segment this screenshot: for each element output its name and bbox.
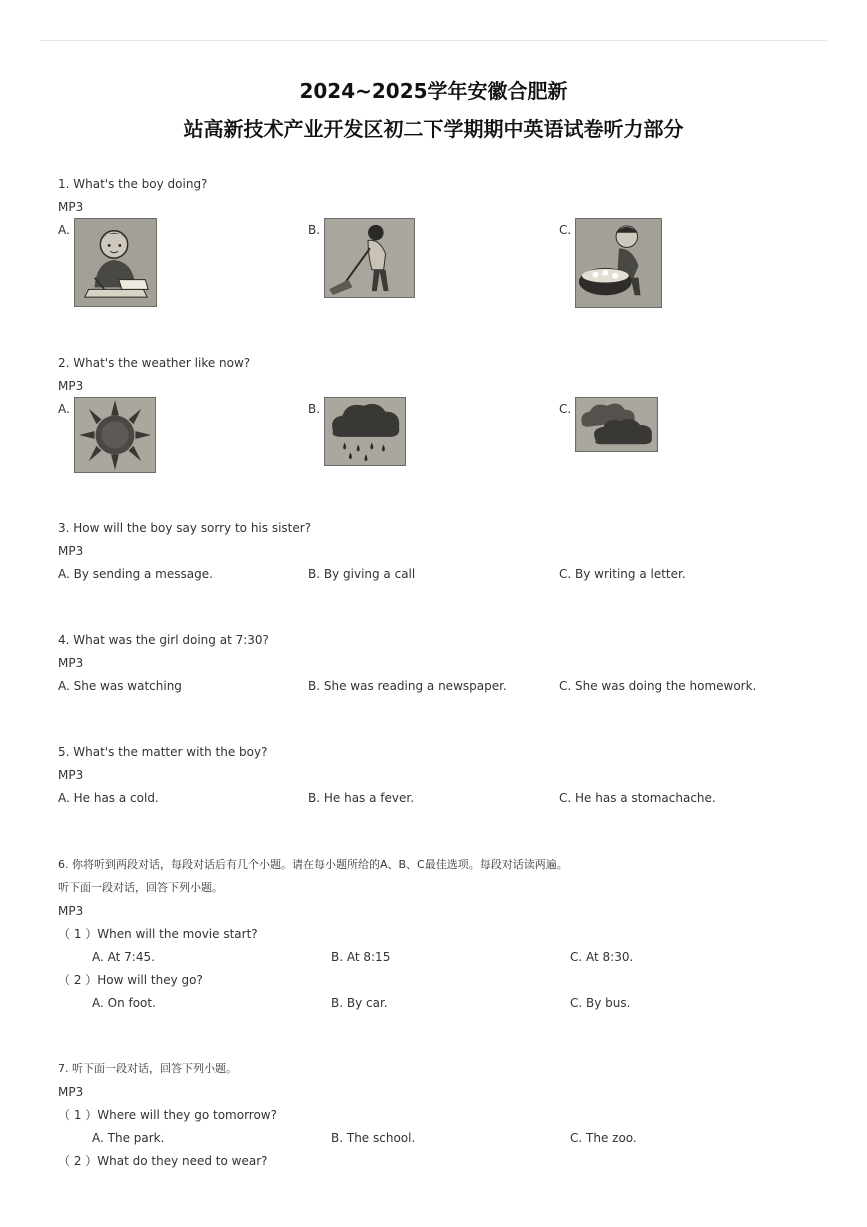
question-3-text: 3. How will the boy say sorry to his sister? — [58, 521, 312, 535]
question-6-sub-1-option-b: B. At 8:15 — [331, 950, 391, 964]
question-6-sub-1-option-c: C. At 8:30. — [570, 950, 634, 964]
question-7-instruction: 7. 听下面一段对话，回答下列小题。 — [58, 1062, 237, 1075]
question-6-sub-instruction: 听下面一段对话，回答下列小题。 — [58, 881, 223, 894]
question-1-text: 1. What's the boy doing? — [58, 177, 208, 191]
question-6-sub-2-option-b: B. By car. — [331, 996, 388, 1010]
question-5-option-c: C. He has a stomachache. — [559, 791, 716, 805]
question-2-option-b-label: B. — [308, 402, 321, 416]
question-7-sub-1-option-a: A. The park. — [92, 1131, 165, 1145]
question-7-sub-1-option-b: B. The school. — [331, 1131, 416, 1145]
boy-washing-clothes-picture — [575, 218, 662, 308]
question-5-option-b: B. He has a fever. — [308, 791, 415, 805]
question-3-option-a: A. By sending a message. — [58, 567, 213, 581]
question-7-sub-1-text: （ 1 ）Where will they go tomorrow? — [58, 1108, 277, 1122]
question-5-option-a: A. He has a cold. — [58, 791, 159, 805]
boy-writing-picture — [74, 218, 157, 307]
sunny-picture — [74, 397, 156, 473]
question-1-mp3-label[interactable]: MP3 — [58, 200, 84, 214]
rainy-picture — [324, 397, 406, 466]
question-6-sub-2-option-c: C. By bus. — [570, 996, 631, 1010]
page-title-line-1: 2024~2025学年安徽合肥新 — [299, 79, 568, 103]
question-1-option-c-label: C. — [559, 223, 572, 237]
question-2-option-c-label: C. — [559, 402, 572, 416]
question-4-option-c: C. She was doing the homework. — [559, 679, 757, 693]
question-6-sub-2-option-a: A. On foot. — [92, 996, 156, 1010]
boy-sweeping-picture — [324, 218, 415, 298]
question-1-option-a-label: A. — [58, 223, 70, 237]
question-4-text: 4. What was the girl doing at 7:30? — [58, 633, 269, 647]
question-6-sub-1-option-a: A. At 7:45. — [92, 950, 155, 964]
question-5-mp3-label[interactable]: MP3 — [58, 768, 84, 782]
top-divider — [40, 40, 827, 41]
question-6-instruction: 6. 你将听到两段对话，每段对话后有几个小题。请在每小题所给的A、B、C最佳选项。每段对话读两遍。 — [58, 858, 568, 871]
question-7-mp3-label[interactable]: MP3 — [58, 1085, 84, 1099]
question-2-text: 2. What's the weather like now? — [58, 356, 251, 370]
question-4-option-a: A. She was watching — [58, 679, 182, 693]
question-4-mp3-label[interactable]: MP3 — [58, 656, 84, 670]
question-5-text: 5. What's the matter with the boy? — [58, 745, 268, 759]
question-6-sub-2-text: （ 2 ）How will they go? — [58, 973, 203, 987]
question-3-mp3-label[interactable]: MP3 — [58, 544, 84, 558]
question-4-option-b: B. She was reading a newspaper. — [308, 679, 507, 693]
question-1-option-b-label: B. — [308, 223, 321, 237]
question-3-option-c: C. By writing a letter. — [559, 567, 686, 581]
question-7-sub-1-option-c: C. The zoo. — [570, 1131, 637, 1145]
question-3-option-b: B. By giving a call — [308, 567, 416, 581]
page-title-line-2: 站高新技术产业开发区初二下学期期中英语试卷听力部分 — [183, 117, 684, 141]
question-7-sub-2-text: （ 2 ）What do they need to wear? — [58, 1154, 268, 1168]
question-2-mp3-label[interactable]: MP3 — [58, 379, 84, 393]
question-6-sub-1-text: （ 1 ）When will the movie start? — [58, 927, 258, 941]
cloudy-picture — [575, 397, 658, 452]
question-6-mp3-label[interactable]: MP3 — [58, 904, 84, 918]
question-2-option-a-label: A. — [58, 402, 70, 416]
